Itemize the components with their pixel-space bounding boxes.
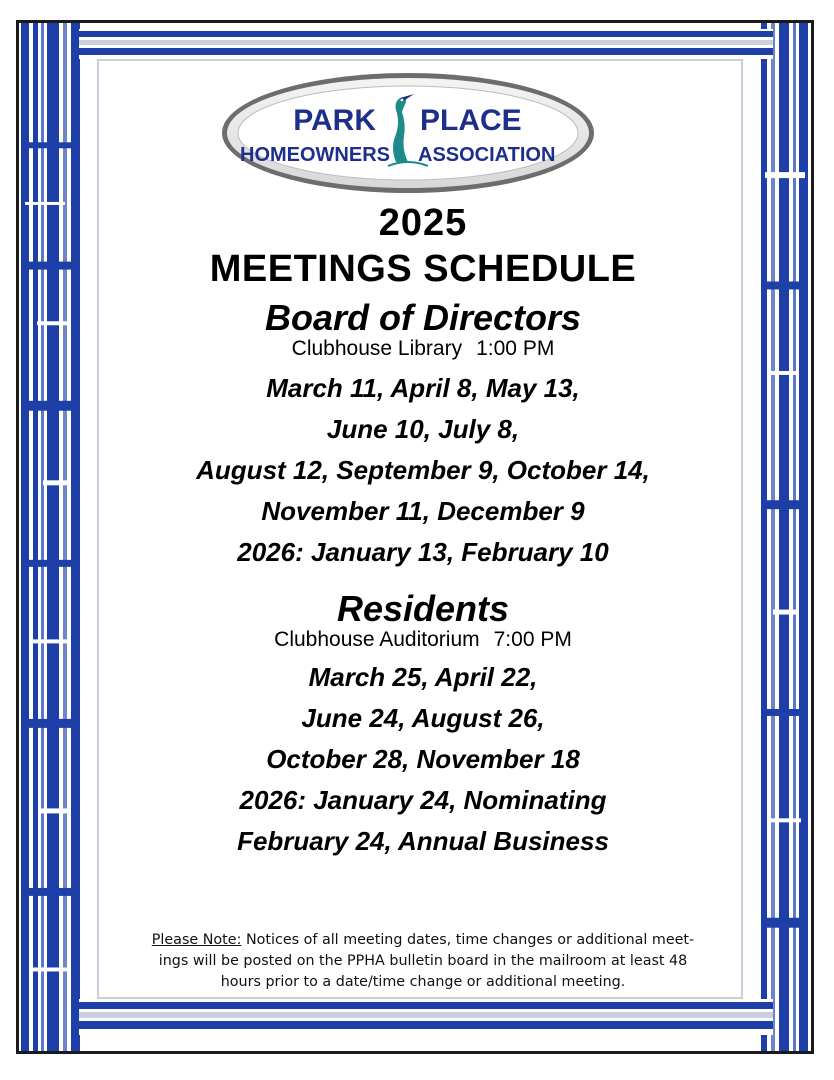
right-decorative-border [759,23,811,1051]
residents-meeting-time: 7:00 PM [493,628,572,651]
schedule-content [100,202,746,862]
residents-date-line: 2026: January 24, Nominating [239,785,607,815]
logo-park: PARK [293,104,376,137]
residents-location-name: Clubhouse Auditorium [274,628,480,651]
left-decorative-border [19,23,87,1051]
page-title: MEETINGS SCHEDULE [209,248,637,290]
board-section-title: Board of Directors [264,297,582,338]
residents-dates [100,657,746,862]
schedule-year: 2025 [378,202,468,244]
board-date-line: 2026: January 13, February 10 [237,537,609,567]
board-location [100,338,746,360]
board-location-name: Clubhouse Library [291,337,463,360]
board-date-line: August 12, September 9, October 14, [196,455,650,485]
board-date-line: November 11, December 9 [261,496,585,526]
notice-label: Please Note: [151,932,242,948]
logo-oval [218,70,598,196]
board-date-line: March 11, April 8, May 13, [266,373,580,403]
residents-date-line: October 28, November 18 [266,744,580,774]
logo-homeowners: HOMEOWNERS [240,144,390,166]
board-date-line: June 10, July 8, [326,414,520,444]
bottom-decorative-band [79,999,773,1035]
board-meeting-time: 1:00 PM [476,337,555,360]
logo-place: PLACE [420,104,522,137]
notice-line-1: Notices of all meeting dates, time changes or additional meet- [241,932,695,948]
notice-line-3: hours prior to a date/time change or additional meeting. [220,974,626,990]
association-logo [218,70,598,196]
notice-line-2: ings will be posted on the PPHA bulletin board in the mailroom at least 48 [158,953,688,969]
residents-location [100,629,746,651]
residents-date-line: February 24, Annual Business [237,826,609,856]
residents-date-line: June 24, August 26, [301,703,545,733]
notice-text [100,930,746,993]
residents-section-title: Residents [336,588,510,629]
residents-date-line: March 25, April 22, [308,662,538,692]
top-decorative-band [79,29,773,59]
logo-association: ASSOCIATION [418,144,556,166]
board-dates [100,368,746,573]
